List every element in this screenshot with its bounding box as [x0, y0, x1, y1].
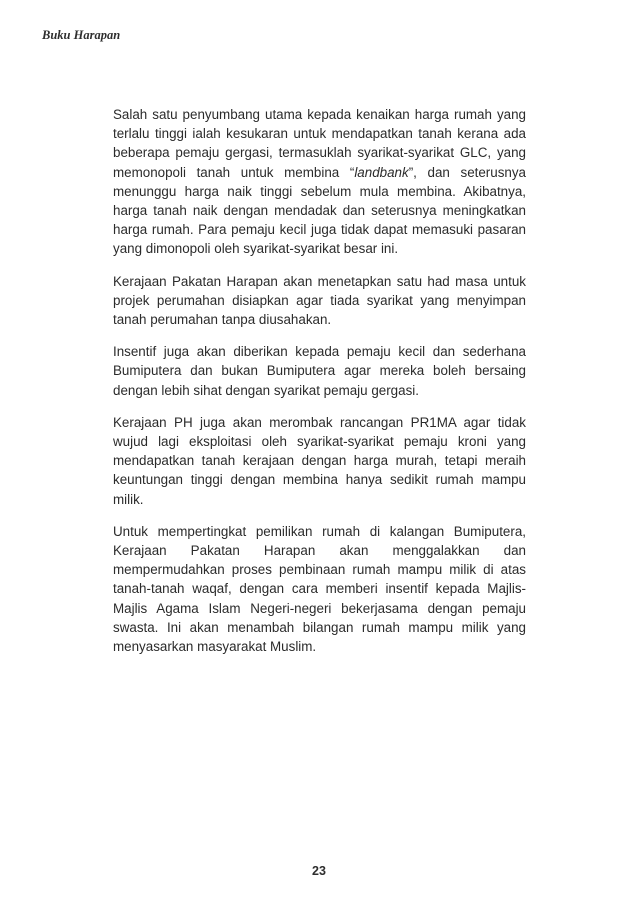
paragraph-1: [113, 105, 526, 259]
paragraph-5: Untuk mempertingkat pemilikan rumah di kalangan Bumiputera, Kerajaan Pakatan Harapan akan menggalakkan dan mempermudahkan proses pembinaan rumah mampu milik di atas tanah-tanah waqaf, dengan cara memberi insentif kepada Majlis-Majlis Agama Islam Negeri-negeri bekerjasama dengan pemaju swasta. Ini akan menambah bilangan rumah mampu milik yang menyasarkan masyarakat Muslim.: [113, 523, 526, 655]
paragraph-4: Kerajaan PH juga akan merombak rancangan PR1MA agar tidak wujud lagi eksploitasi oleh syarikat-syarikat pemaju kroni yang mendapatkan tanah kerajaan dengan harga murah, tetapi meraih keuntungan tinggi dengan membina hanya sedikit rumah mampu milik.: [113, 414, 526, 507]
paragraph-1-text-after: ”, dan seterusnya menunggu harga naik tinggi sebelum mula membina. Akibatnya, harga tanah naik dengan mendadak dan seterusnya meningkatkan harga rumah. Para pemaju kecil juga tidak dapat memasuki pasaran yang dimonopoli oleh syarikat-syarikat besar ini.: [113, 164, 527, 257]
page-number: 23: [312, 864, 326, 878]
paragraph-2: Kerajaan Pakatan Harapan akan menetapkan satu had masa untuk projek perumahan disiapkan agar tiada syarikat yang menyimpan tanah perumahan tanpa diusahakan.: [113, 273, 526, 328]
paragraph-1-italic-term: landbank: [354, 164, 409, 180]
paragraph-1-text-before: Salah satu penyumbang utama kepada kenaikan harga rumah yang terlalu tinggi ialah kesukaran untuk mendapatkan tanah kerana ada beberapa pemaju gergasi, termasuklah syarikat-syarikat GLC, yang memonopoli tanah untuk membina “: [113, 107, 526, 180]
running-header: Buku Harapan: [42, 28, 121, 42]
paragraph-3: Insentif juga akan diberikan kepada pemaju kecil dan sederhana Bumiputera dan bukan Bumiputera agar mereka boleh bersaing dengan lebih sihat dengan syarikat pemaju gergasi.: [113, 344, 526, 398]
body-text: [113, 105, 526, 669]
